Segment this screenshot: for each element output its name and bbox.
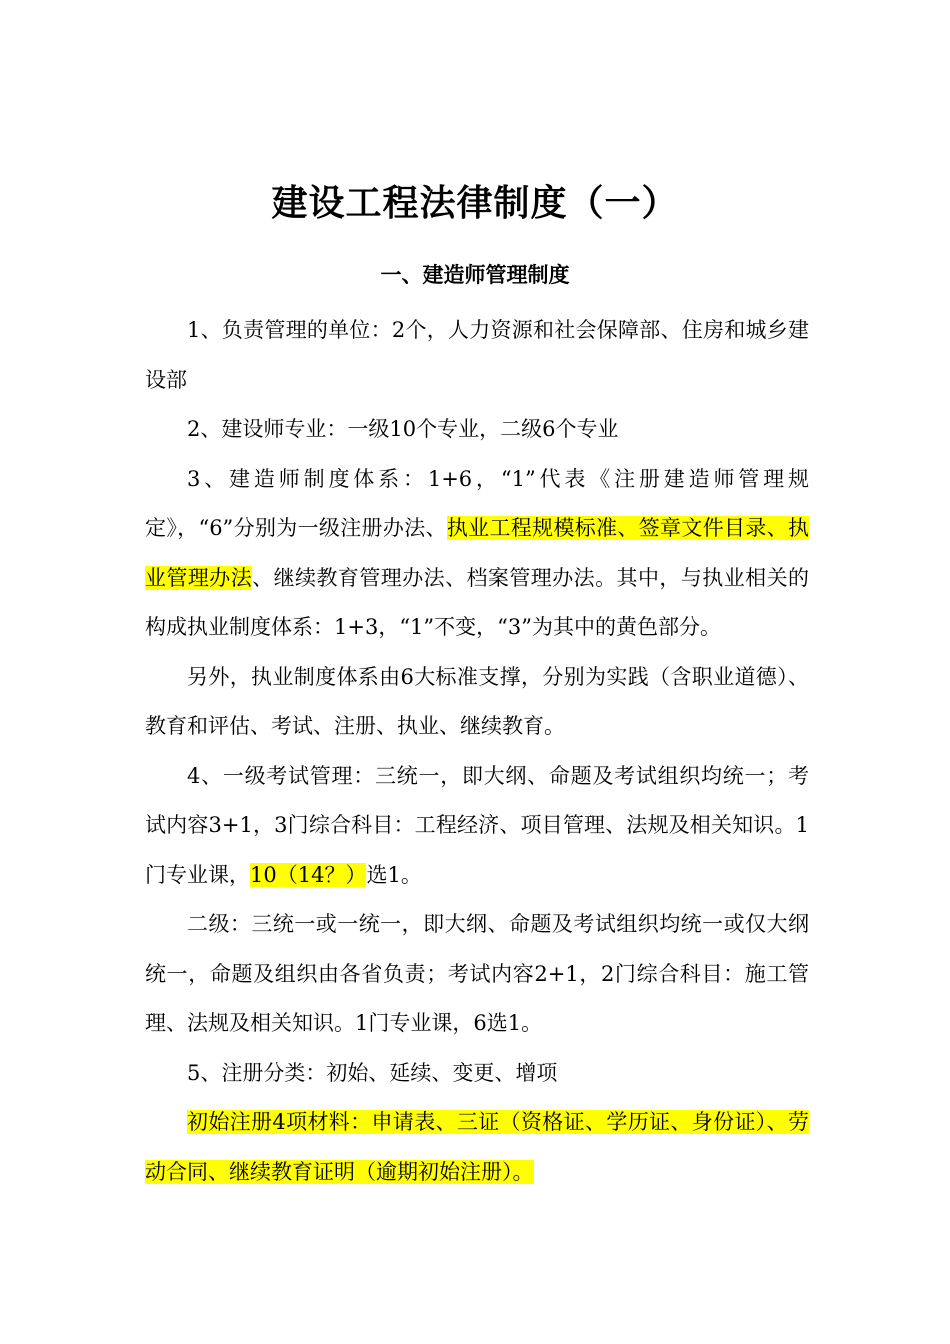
paragraph — [145, 752, 809, 901]
text-segment: 1、负责管理的单位：2个，人力资源和社会保障部、住房和城乡建设部 — [145, 318, 809, 392]
section-heading: 一、建造师管理制度 — [380, 263, 570, 287]
paragraph — [145, 1049, 809, 1099]
document-body — [145, 306, 809, 1197]
document-title: 建设工程法律制度（一） — [271, 183, 679, 224]
highlighted-text: 10（14？） — [250, 862, 367, 887]
highlighted-text: 初始注册4项材料：申请表、三证（资格证、学历证、身份证）、劳动合同、继续教育证明（逾期初始注册）。 — [145, 1110, 809, 1184]
text-segment: 、继续教育管理办法、档案管理办法。其中，与执业相关的构成执业制度体系：1+3，“1”不变，“3”为其中的黄色部分。 — [145, 565, 810, 639]
paragraph — [145, 455, 809, 653]
text-segment: 二级：三统一或一统一，即大纲、命题及考试组织均统一或仅大纲统一，命题及组织由各省负责；考试内容2+1，2门综合科目：施工管理、法规及相关知识。1门专业课，6选1。 — [145, 912, 809, 1035]
paragraph — [145, 653, 809, 752]
highlighted-text: 执业工程规模标准、签章文件目录、执业管理办法 — [145, 516, 809, 590]
text-segment: 4、一级考试管理：三统一，即大纲、命题及考试组织均统一；考试内容3+1，3门综合科目：工程经济、项目管理、法规及相关知识。1门专业课， — [145, 763, 809, 887]
paragraph — [145, 405, 809, 455]
paragraph — [145, 306, 809, 405]
paragraph — [145, 1098, 809, 1197]
text-segment: 选1。 — [366, 862, 422, 887]
text-segment: 5、注册分类：初始、延续、变更、增项 — [187, 1060, 558, 1085]
text-segment: 3、建造师制度体系：1+6，“1”代表《注册建造师管理规定》，“6”分别为一级注册办法、 — [145, 466, 809, 540]
text-segment: 2、建设师专业：一级10个专业，二级6个专业 — [187, 417, 619, 441]
text-segment: 另外，执业制度体系由6大标准支撑，分别为实践（含职业道德）、教育和评估、考试、注册、执业、继续教育。 — [145, 664, 809, 738]
paragraph — [145, 900, 809, 1049]
